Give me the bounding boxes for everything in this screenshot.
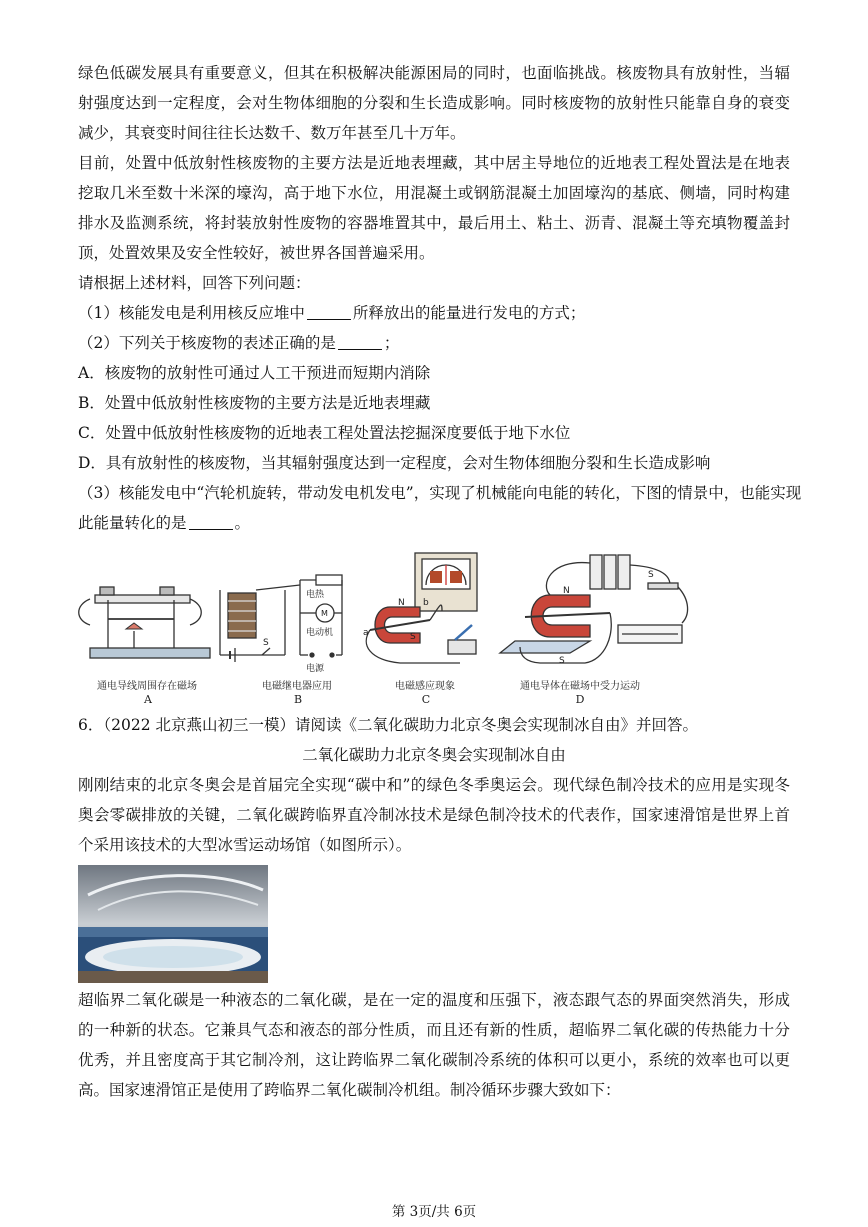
figure-b-label-heat: 电热 [306,590,325,600]
option-d: D．具有放射性的核废物，当其辐射强度达到一定程度，会对生物体细胞分裂和生长造成影响 [78,454,711,472]
figure-a-wire-compass [79,587,210,658]
figure-c-caption: 电磁感应现象 [395,681,455,692]
question-1 [78,298,790,328]
figure-c-induction [366,553,477,663]
question-2-text-before: （2）下列关于核废物的表述正确的是 [78,334,336,352]
paragraph-nuclear-waste-intro: 绿色低碳发展具有重要意义，但其在积极解决能源困局的同时，也面临挑战。核废物具有放射性，当辐射强度达到一定程度，会对生物体细胞的分裂和生长造成影响。同时核废物的放射性只能靠自身的衰变减少，其衰变时间往往长达数千、数万年甚至几十万年。 [78,64,790,142]
figure-b-label-source: 电源 [306,664,325,674]
answer-blank[interactable] [189,513,233,530]
question-2-text-after: ； [383,334,400,352]
speed-skating-oval-photo [78,865,268,983]
figure-b-label-motor: 电动机 [306,628,334,638]
figure-b-relay-circuit [220,575,342,662]
figure-c-label-b: b [423,598,429,608]
paragraph-supercritical-co2: 超临界二氧化碳是一种液态的二氧化碳，是在一定的温度和压强下，液态跟气态的界面突然消失，形成的一种新的状态。它兼具气态和液态的部分性质，而且还有新的性质，超临界二氧化碳的传热能力十分优秀，并且密度高于其它制冷剂，这让跨临界二氧化碳制冷系统的体积可以更小，系统的效率也可以更高。国家速滑馆正是使用了跨临界二氧化碳制冷机组。制冷循环步骤大致如下： [78,991,790,1099]
figure-c-label-n: N [398,598,405,608]
figure-b-label-s: S [263,638,269,648]
question-3-text-before: 此能量转化的是 [78,514,187,532]
figure-d-label-n: N [563,586,570,596]
answer-blank[interactable] [307,303,351,320]
figure-a-caption: 通电导线周围存在磁场 [97,681,197,692]
option-a: A．核废物的放射性可通过人工干预进而短期内消除 [78,364,431,382]
paragraph-instruction: 请根据上述材料，回答下列问题： [78,274,311,292]
figure-b-caption: 电磁继电器应用 [262,681,332,692]
article-title: 二氧化碳助力北京冬奥会实现制冰自由 [302,746,566,764]
question-3-text-after: 。 [234,514,251,532]
figure-d-letter: D [575,693,585,706]
experiment-figures [70,545,700,690]
figure-d-label-switch: S [648,570,654,580]
paragraph-disposal-method: 目前，处置中低放射性核废物的主要方法是近地表埋藏，其中居主导地位的近地表工程处置法是在地表挖取几米至数十米深的壕沟，高于地下水位，用混凝土或钢筋混凝土加固壕沟的基底、侧墙，同时构建排水及监测系统，将封装放射性废物的容器堆置其中，最后用土、粘土、沥青、混凝土等充填物覆盖封顶，处置效果及安全性较好，被世界各国普遍采用。 [78,154,790,262]
page-number: 第 3页/共 6页 [391,1204,477,1220]
figure-d-caption: 通电导体在磁场中受力运动 [520,681,640,692]
question-6-heading: 6．（2022 北京燕山初三一模）请阅读《二氧化碳助力北京冬奥会实现制冰自由》并回答。 [78,716,698,734]
answer-blank[interactable] [338,333,382,350]
paragraph-winter-olympics: 刚刚结束的北京冬奥会是首届完全实现“碳中和”的绿色冬季奥运会。现代绿色制冷技术的应用是实现冬奥会零碳排放的关键，二氧化碳跨临界直冷制冰技术是绿色制冷技术的代表作，国家速滑馆是世界上首个采用该技术的大型冰雪运动场馆（如图所示）。 [78,776,790,854]
question-3-line-2 [78,508,790,538]
figure-a-letter: A [144,693,152,706]
figure-c-label-s: S [410,632,416,642]
question-3-line-1: （3）核能发电中“汽轮机旋转，带动发电机发电”，实现了机械能向电能的转化，下图的情景中，也能实现 [78,484,802,502]
question-1-text-after: 所释放出的能量进行发电的方式； [352,304,586,322]
option-b: B．处置中低放射性核废物的主要方法是近地表埋藏 [78,394,431,412]
option-c: C．处置中低放射性核废物的近地表工程处置法挖掘深度要低于地下水位 [78,424,571,442]
question-2 [78,328,790,358]
figure-d-label-s: S [559,656,565,666]
figure-b-letter: B [293,693,303,706]
figure-d-force-on-conductor [500,555,688,663]
figure-c-letter: C [421,693,431,706]
question-1-text-before: （1）核能发电是利用核反应堆中 [78,304,305,322]
figure-b-label-m: M [321,609,328,618]
figure-c-label-a: a [363,628,369,638]
